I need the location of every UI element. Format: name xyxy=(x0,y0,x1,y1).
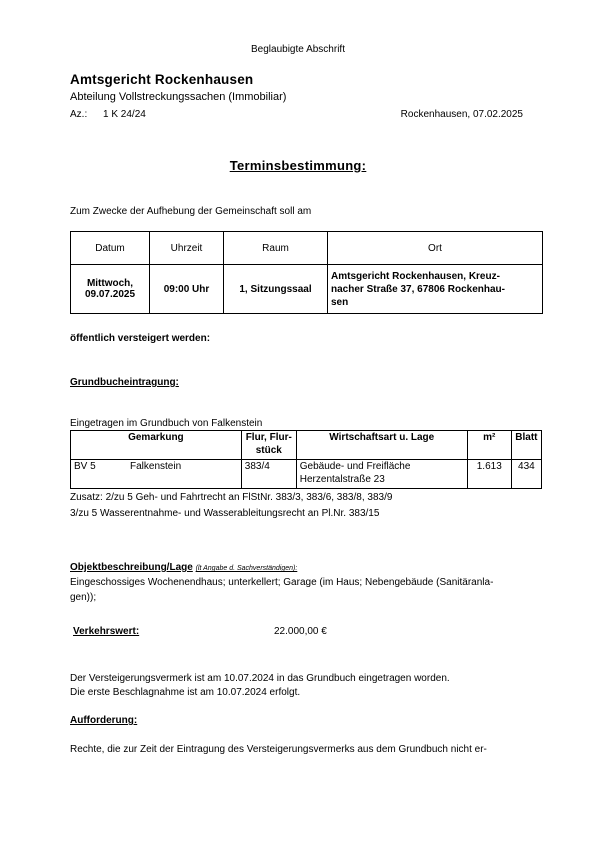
table-row xyxy=(71,460,542,489)
object-heading: Objektbeschreibung/Lage xyxy=(70,562,193,573)
copy-note: Beglaubigte Abschrift xyxy=(251,44,345,55)
schedule-header-row xyxy=(71,232,543,265)
register-entry-note: Der Versteigerungsvermerk ist am 10.07.2024 in das Grundbuch eingetragen worden. xyxy=(70,673,450,684)
land-register-heading: Grundbucheintragung: xyxy=(70,377,179,388)
wirtschaftsart-line: Gebäude- und Freifläche xyxy=(299,461,411,472)
header-flur-line: stück xyxy=(255,444,282,456)
auction-time: 09:00 Uhr xyxy=(150,265,224,314)
land-register-table xyxy=(70,430,542,489)
header-flur xyxy=(241,431,296,460)
header-ort: Ort xyxy=(328,232,543,265)
location-line: sen xyxy=(331,296,349,308)
case-number-label: Az.: xyxy=(70,109,88,120)
header-uhrzeit: Uhrzeit xyxy=(150,232,224,265)
auction-date-value: 09.07.2025 xyxy=(84,289,136,300)
intro-text: Zum Zwecke der Aufhebung der Gemeinschaft soll am xyxy=(70,206,312,217)
row-blatt: 434 xyxy=(511,460,541,489)
wirtschaftsart-line: Herzentalstraße 23 xyxy=(299,473,385,485)
schedule-value-row xyxy=(71,265,543,314)
row-lfd: BV 5 xyxy=(71,460,128,489)
register-note: 3/zu 5 Wasserentnahme- und Wasserableitungsrecht an Pl.Nr. 383/15 xyxy=(70,508,380,519)
header-datum: Datum xyxy=(71,232,150,265)
row-gemarkung: Falkenstein xyxy=(127,460,241,489)
place-date: Rockenhausen, 07.02.2025 xyxy=(400,109,523,120)
request-heading: Aufforderung: xyxy=(70,715,138,726)
object-description: gen)); xyxy=(70,592,97,603)
header-flur-line: Flur, Flur- xyxy=(245,432,292,443)
location-line: Amtsgericht Rockenhausen, Kreuz- xyxy=(331,270,500,282)
row-area: 1.613 xyxy=(467,460,511,489)
court-name: Amtsgericht Rockenhausen xyxy=(70,72,254,87)
row-wirtschaftsart xyxy=(296,460,467,489)
object-heading-line xyxy=(70,561,297,575)
market-value: 22.000,00 € xyxy=(274,626,327,637)
register-note: Zusatz: 2/zu 5 Geh- und Fahrtrecht an FlStNr. 383/3, 383/6, 383/8, 383/9 xyxy=(70,492,393,503)
object-description: Eingeschossiges Wochenendhaus; unterkellert; Garage (im Haus; Nebengebäude (Sanitäranla- xyxy=(70,577,494,588)
court-department: Abteilung Vollstreckungssachen (Immobiliar) xyxy=(70,91,287,103)
land-register-header-row xyxy=(71,431,542,460)
location-line: nacher Straße 37, 67806 Rockenhau- xyxy=(331,283,505,295)
market-value-label: Verkehrswert: xyxy=(73,626,140,637)
schedule-table xyxy=(70,231,543,314)
object-heading-note: (lt Angabe d. Sachverständigen): xyxy=(195,565,298,572)
header-wirtschaftsart: Wirtschaftsart u. Lage xyxy=(296,431,467,460)
row-flur: 383/4 xyxy=(241,460,296,489)
auction-date xyxy=(71,265,150,314)
auction-weekday: Mittwoch, xyxy=(86,278,134,289)
request-text: Rechte, die zur Zeit der Eintragung des Versteigerungsvermerks aus dem Grundbuch nicht er- xyxy=(70,744,487,755)
document-title: Terminsbestimmung: xyxy=(229,158,367,173)
case-number: 1 K 24/24 xyxy=(103,109,146,120)
auction-location xyxy=(328,265,543,314)
header-raum: Raum xyxy=(224,232,328,265)
seizure-note: Die erste Beschlagnahme ist am 10.07.2024 erfolgt. xyxy=(70,687,301,698)
header-gemarkung: Gemarkung xyxy=(71,431,242,460)
auction-room: 1, Sitzungssaal xyxy=(224,265,328,314)
header-area: m² xyxy=(467,431,511,460)
auction-text: öffentlich versteigert werden: xyxy=(70,333,211,344)
land-register-intro: Eingetragen im Grundbuch von Falkenstein xyxy=(70,418,263,429)
header-blatt: Blatt xyxy=(511,431,541,460)
